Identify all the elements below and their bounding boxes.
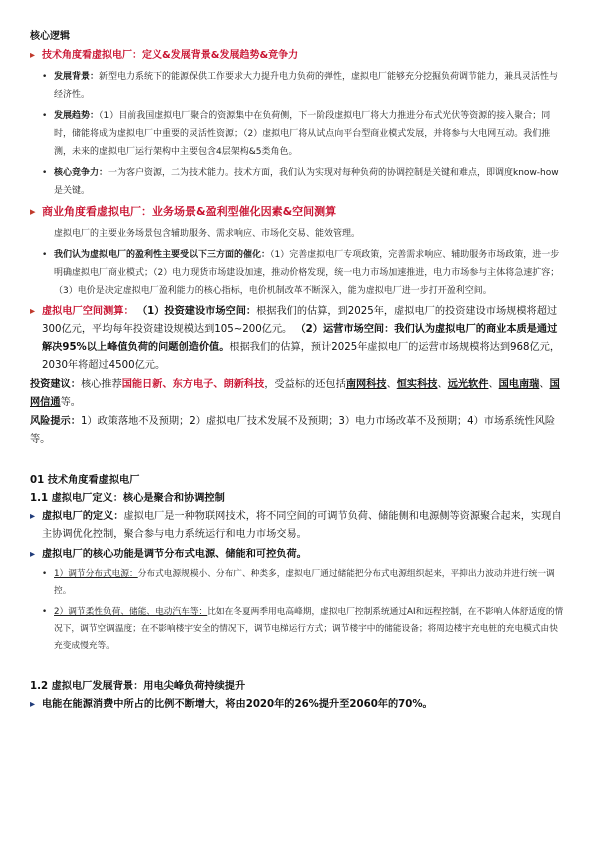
space-p1-bold: （1）投资建设市场空间： xyxy=(136,306,257,317)
item-label: 核心竞争力： xyxy=(54,168,109,178)
last-item-text: 电能在能源消费中所占的比例不断增大，将由2020年的26%提升至2060年的70%。 xyxy=(42,699,433,710)
space-label: 虚拟电厂空间测算： xyxy=(42,306,134,317)
bullet-icon: • xyxy=(42,111,48,121)
arrow-icon: ▸ xyxy=(30,50,36,61)
core-function-item xyxy=(30,546,565,564)
core-logic-heading: 核心逻辑 xyxy=(30,31,70,42)
bullet-icon: • xyxy=(42,250,48,260)
bullet-icon: • xyxy=(42,569,48,579)
section-1-2-title: 1.2 虚拟电厂发展背景：用电尖峰负荷持续提升 xyxy=(30,681,246,692)
section-01-title: 01 技术角度看虚拟电厂 xyxy=(30,475,140,486)
item-text: 新型电力系统下的能源保供工作要求大力提升电力负荷的弹性，虚拟电厂能够充分挖掘负荷调节能力，兼具灵活性与经济性。 xyxy=(54,72,559,100)
space-p2-bold: （2）运营市场空间：我们认为虚拟电厂的商业本质是通过解决95%以上峰值负荷的问题创造价值。 xyxy=(42,324,558,353)
ben-company-4: 国电南瑞 xyxy=(498,379,540,390)
arrow-icon: ▸ xyxy=(30,511,36,522)
ben-company-1: 南网科技 xyxy=(345,379,387,390)
invest-pre: 核心推荐 xyxy=(80,379,122,390)
function-2-label: 2）调节柔性负荷、储能、电动汽车等： xyxy=(54,607,208,617)
biz-section-title xyxy=(30,204,565,220)
function-item-2 xyxy=(30,604,565,655)
invest-paragraph: 投资建议：核心推荐国能日新、东方电子、朗新科技，受益标的还包括南网科技、恒实科技、远光软件、国电南瑞、国网信通等。 xyxy=(30,379,560,408)
tech-item-background xyxy=(30,68,565,104)
ben-company-3: 远光软件 xyxy=(447,379,489,390)
last-item xyxy=(30,696,565,714)
ben-company-2: 恒实科技 xyxy=(396,379,438,390)
ben-company-5: 国网信通 xyxy=(30,379,560,408)
section-1-1-title: 1.1 虚拟电厂定义：核心是聚合和协调控制 xyxy=(30,493,225,504)
item-label: 我们认为虚拟电厂的盈利性主要受以下三方面的催化： xyxy=(54,250,271,260)
bullet-icon: • xyxy=(42,168,48,178)
function-item-1 xyxy=(30,566,565,600)
item-label: 发展趋势： xyxy=(54,111,100,121)
item-text: （1）完善虚拟电厂专项政策，完善需求响应、辅助服务市场政策，进一步明确虚拟电厂商业模式；（2）电力现货市场建设加速，推动价格发现，统一电力市场加速推进，电力市场参与主体将急速扩容；（3）电价是决定虚拟电厂盈利能力的核心指标，电价机制改革不断深入，能为虚拟电厂进一步打开盈利空间。 xyxy=(54,250,560,296)
core-function-text: 虚拟电厂的核心功能是调节分布式电源、储能和可控负荷。 xyxy=(42,549,307,560)
item-label: 发展背景： xyxy=(54,72,100,82)
risk-paragraph xyxy=(30,413,565,449)
item-text: （1）目前我国虚拟电厂聚合的资源集中在负荷侧，下一阶段虚拟电厂将大力推进分布式光伏等资源的接入聚合；同时，储能将成为虚拟电厂中重要的灵活性资源；（2）虚拟电厂将从试点向平台型商业模式发展，并将参与大电网互动。我们推测，未来的虚拟电厂运行架构中主要包含4层架构&5类角色。 xyxy=(54,111,551,157)
rec-company-3: 朗新科技 xyxy=(223,379,265,390)
definition-item xyxy=(30,508,565,544)
rec-company-2: 东方电子 xyxy=(172,379,214,390)
invest-label: 投资建议： xyxy=(30,379,81,390)
arrow-icon: ▸ xyxy=(30,306,36,317)
rec-company-1: 国能日新 xyxy=(121,379,163,390)
biz-line1: 虚拟电厂的主要业务场景包含辅助服务、需求响应、市场化交易、能效管理。 xyxy=(54,229,361,239)
risk-text: 1）政策落地不及预期；2）虚拟电厂技术发展不及预期；3）电力市场改革不及预期；4）市场系统性风险等。 xyxy=(30,416,556,445)
item-text: 一为客户资源，二为技术能力。技术方面，我们认为实现对每种负荷的协调控制是关键和难点，即调度know-how是关键。 xyxy=(54,168,559,196)
function-1-text: 分布式电源规模小、分布广、种类多，虚拟电厂通过储能把分布式电源组织起来，平抑出力波动并进行统一调控。 xyxy=(54,569,555,596)
bullet-icon: • xyxy=(42,607,48,617)
tech-section-title xyxy=(30,48,565,63)
function-1-label: 1）调节分布式电源： xyxy=(54,569,138,579)
arrow-icon: ▸ xyxy=(30,699,36,710)
space-p2-text: 根据我们的估算，预计2025年虚拟电厂的运营市场规模将达到968亿元，2030年将超过4500亿元。 xyxy=(42,342,561,371)
tech-title-text: 技术角度看虚拟电厂：定义&发展背景&发展趋势&竞争力 xyxy=(42,50,299,61)
risk-label: 风险提示： xyxy=(30,416,81,427)
tech-item-trend xyxy=(30,107,565,161)
invest-mid: ，受益标的还包括 xyxy=(264,379,346,390)
arrow-icon: ▸ xyxy=(30,549,36,560)
function-2-text: 比如在冬夏两季用电高峰期，虚拟电厂控制系统通过AI和远程控制，在不影响人体舒适度的情况下，调节空调温度；在不影响楼宇安全的情况下，调节电梯运行方式；调节楼宇中的储能设备；将周边楼宇充电桩的充电模式由快充变成慢充等。 xyxy=(54,607,564,651)
biz-catalysts xyxy=(30,246,565,300)
bullet-icon: • xyxy=(42,72,48,82)
space-paragraph xyxy=(30,303,565,375)
definition-text: 虚拟电厂是一种物联网技术，将不同空间的可调节负荷、储能侧和电源侧等资源聚合起来，实现自主协调优化控制，聚合参与电力系统运行和电力市场交易。 xyxy=(42,511,562,540)
space-p1-text: 根据我们的估算，到2025年，虚拟电厂的投资建设市场规模将超过300亿元，平均每年投资建设规模达到105~200亿元。 xyxy=(42,306,558,335)
tech-item-competitiveness xyxy=(30,164,565,200)
definition-label: 虚拟电厂的定义： xyxy=(42,511,124,522)
biz-title-text: 商业角度看虚拟电厂：业务场景&盈利型催化因素&空间测算 xyxy=(42,205,337,218)
arrow-icon: ▸ xyxy=(30,205,36,218)
